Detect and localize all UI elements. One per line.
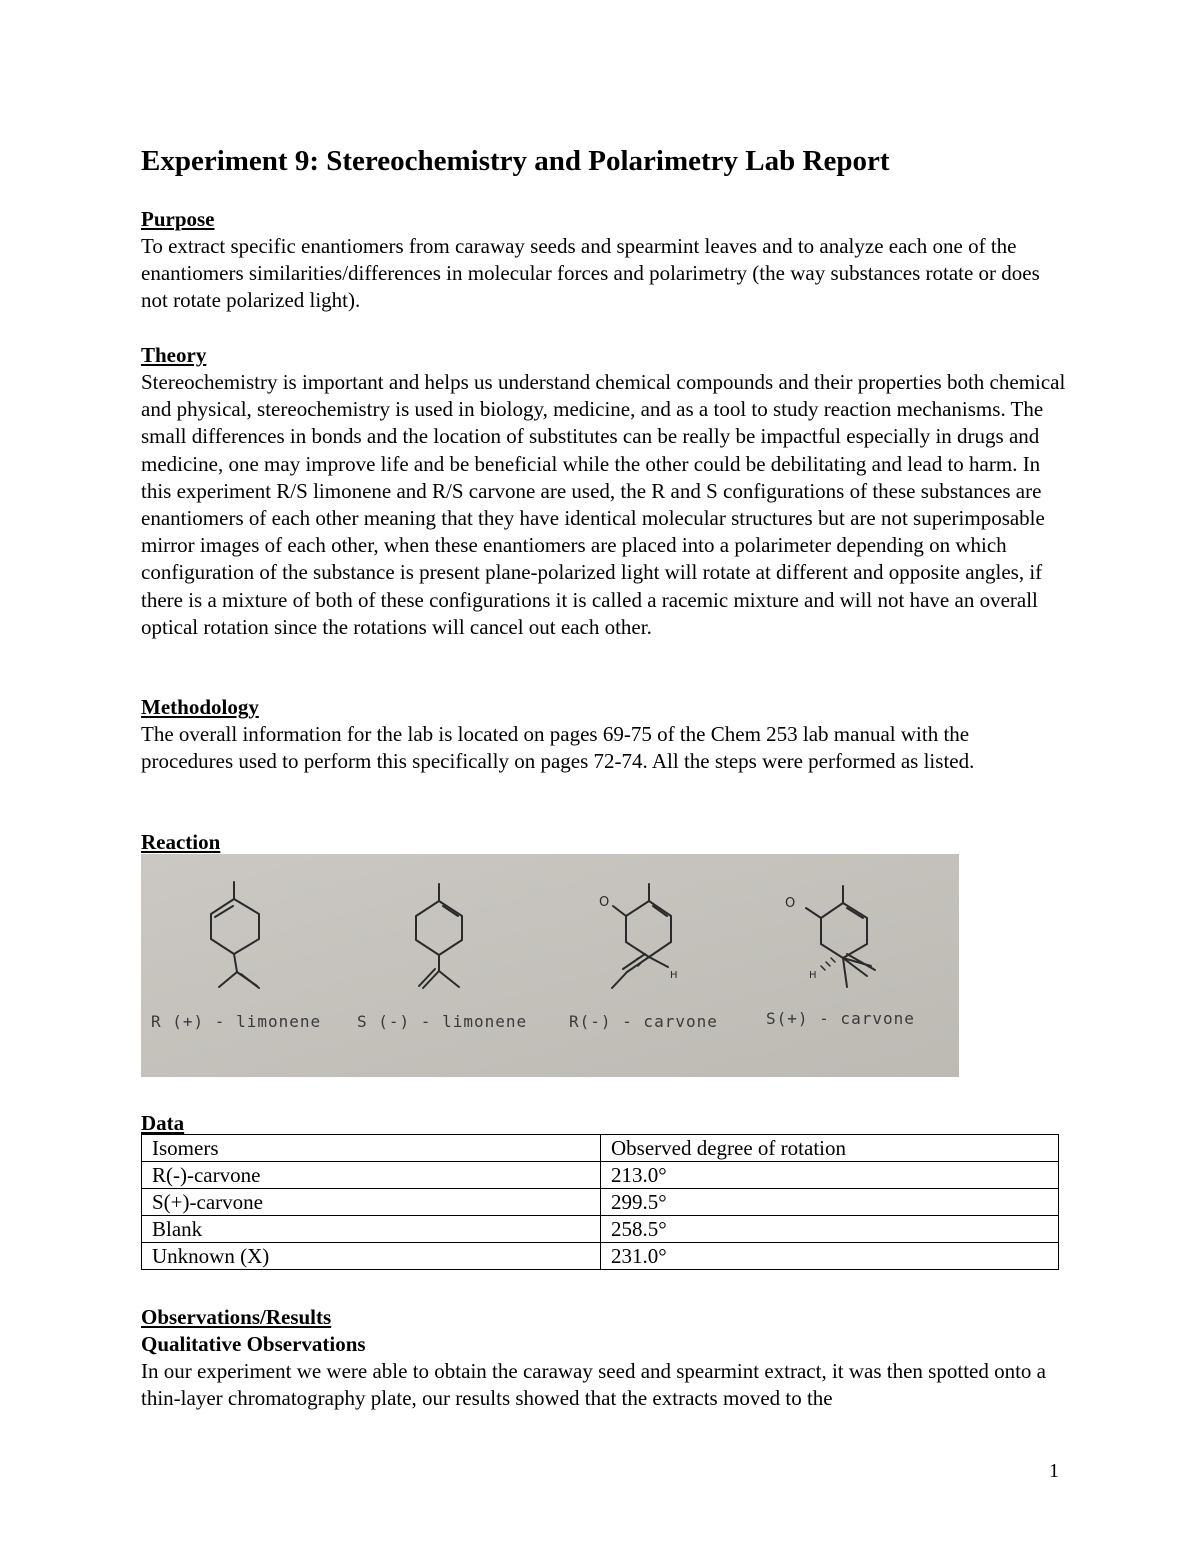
- s-carvone-hydrogen-label: H: [809, 970, 817, 981]
- r-limonene-label: R (+) - limonene: [151, 1012, 322, 1031]
- purpose-text: To extract specific enantiomers from caraway seeds and spearmint leaves and to analyze each one of the enantiomers similarities/differences in molecular forces and polarimetry (the way substances rotate or does not rotate polarized light).: [141, 234, 1040, 313]
- page-number: 1: [1049, 1460, 1059, 1482]
- table-cell-isomer: R(-)-carvone: [142, 1162, 601, 1189]
- s-carvone-label: S(+) - carvone: [766, 1009, 915, 1028]
- table-header-row: [142, 1135, 1059, 1162]
- r-carvone-label: R(-) - carvone: [569, 1012, 718, 1031]
- observations-heading: Observations/Results: [141, 1305, 332, 1329]
- purpose-heading: Purpose: [141, 207, 215, 231]
- table-header-isomers: Isomers: [142, 1135, 601, 1162]
- table-cell-rotation: 299.5°: [601, 1189, 1059, 1216]
- table-cell-isomer: Unknown (X): [142, 1243, 601, 1270]
- observations-text: In our experiment we were able to obtain the caraway seed and spearmint extract, it was then spotted onto a thin-layer chromatography plate, our results showed that the extracts moved to the: [141, 1359, 1046, 1411]
- methodology-text: The overall information for the lab is located on pages 69-75 of the Chem 253 lab manual with the procedures used to perform this specifically on pages 72-74. All the steps were performed as listed.: [141, 722, 975, 774]
- table-row: [142, 1162, 1059, 1189]
- table-cell-rotation: 213.0°: [601, 1162, 1059, 1189]
- theory-heading: Theory: [141, 343, 207, 367]
- qualitative-observations-heading: Qualitative Observations: [141, 1332, 366, 1356]
- methodology-heading: Methodology: [141, 695, 259, 719]
- table-cell-isomer: S(+)-carvone: [142, 1189, 601, 1216]
- table-header-rotation: Observed degree of rotation: [601, 1135, 1059, 1162]
- theory-text: Stereochemistry is important and helps us understand chemical compounds and their properties both chemical and physical, stereochemistry is used in biology, medicine, and as a tool to study reaction mechanisms. The small differences in bonds and the location of substitutes can be really be impactful especially in drugs and medicine, one may improve life and be beneficial while the other could be debilitating and lead to harm. In this experiment R/S limonene and R/S carvone are used, the R and S configurations of these substances are enantiomers of each other meaning that they have identical molecular structures but are not superimposable mirror images of each other, when these enantiomers are placed into a polarimeter depending on which configuration of the substance is present plane-polarized light will rotate at different and opposite angles, if there is a mixture of both of these configurations it is called a racemic mixture and will not have an overall optical rotation since the rotations will cancel out each other.: [141, 370, 1066, 639]
- table-cell-rotation: 231.0°: [601, 1243, 1059, 1270]
- s-carvone-oxygen-label: O: [785, 896, 796, 911]
- r-carvone-oxygen-label: O: [599, 895, 610, 910]
- reaction-structures-image: [141, 854, 959, 1077]
- document-title: Experiment 9: Stereochemistry and Polarimetry Lab Report: [141, 145, 890, 177]
- reaction-heading: Reaction: [141, 830, 221, 854]
- rotation-data-table: [141, 1134, 1059, 1270]
- s-limonene-label: S (-) - limonene: [357, 1012, 528, 1031]
- table-cell-isomer: Blank: [142, 1216, 601, 1243]
- table-cell-rotation: 258.5°: [601, 1216, 1059, 1243]
- data-heading: Data: [141, 1111, 185, 1135]
- table-row: [142, 1216, 1059, 1243]
- r-carvone-hydrogen-label: H: [670, 970, 678, 981]
- table-row: [142, 1189, 1059, 1216]
- table-row: [142, 1243, 1059, 1270]
